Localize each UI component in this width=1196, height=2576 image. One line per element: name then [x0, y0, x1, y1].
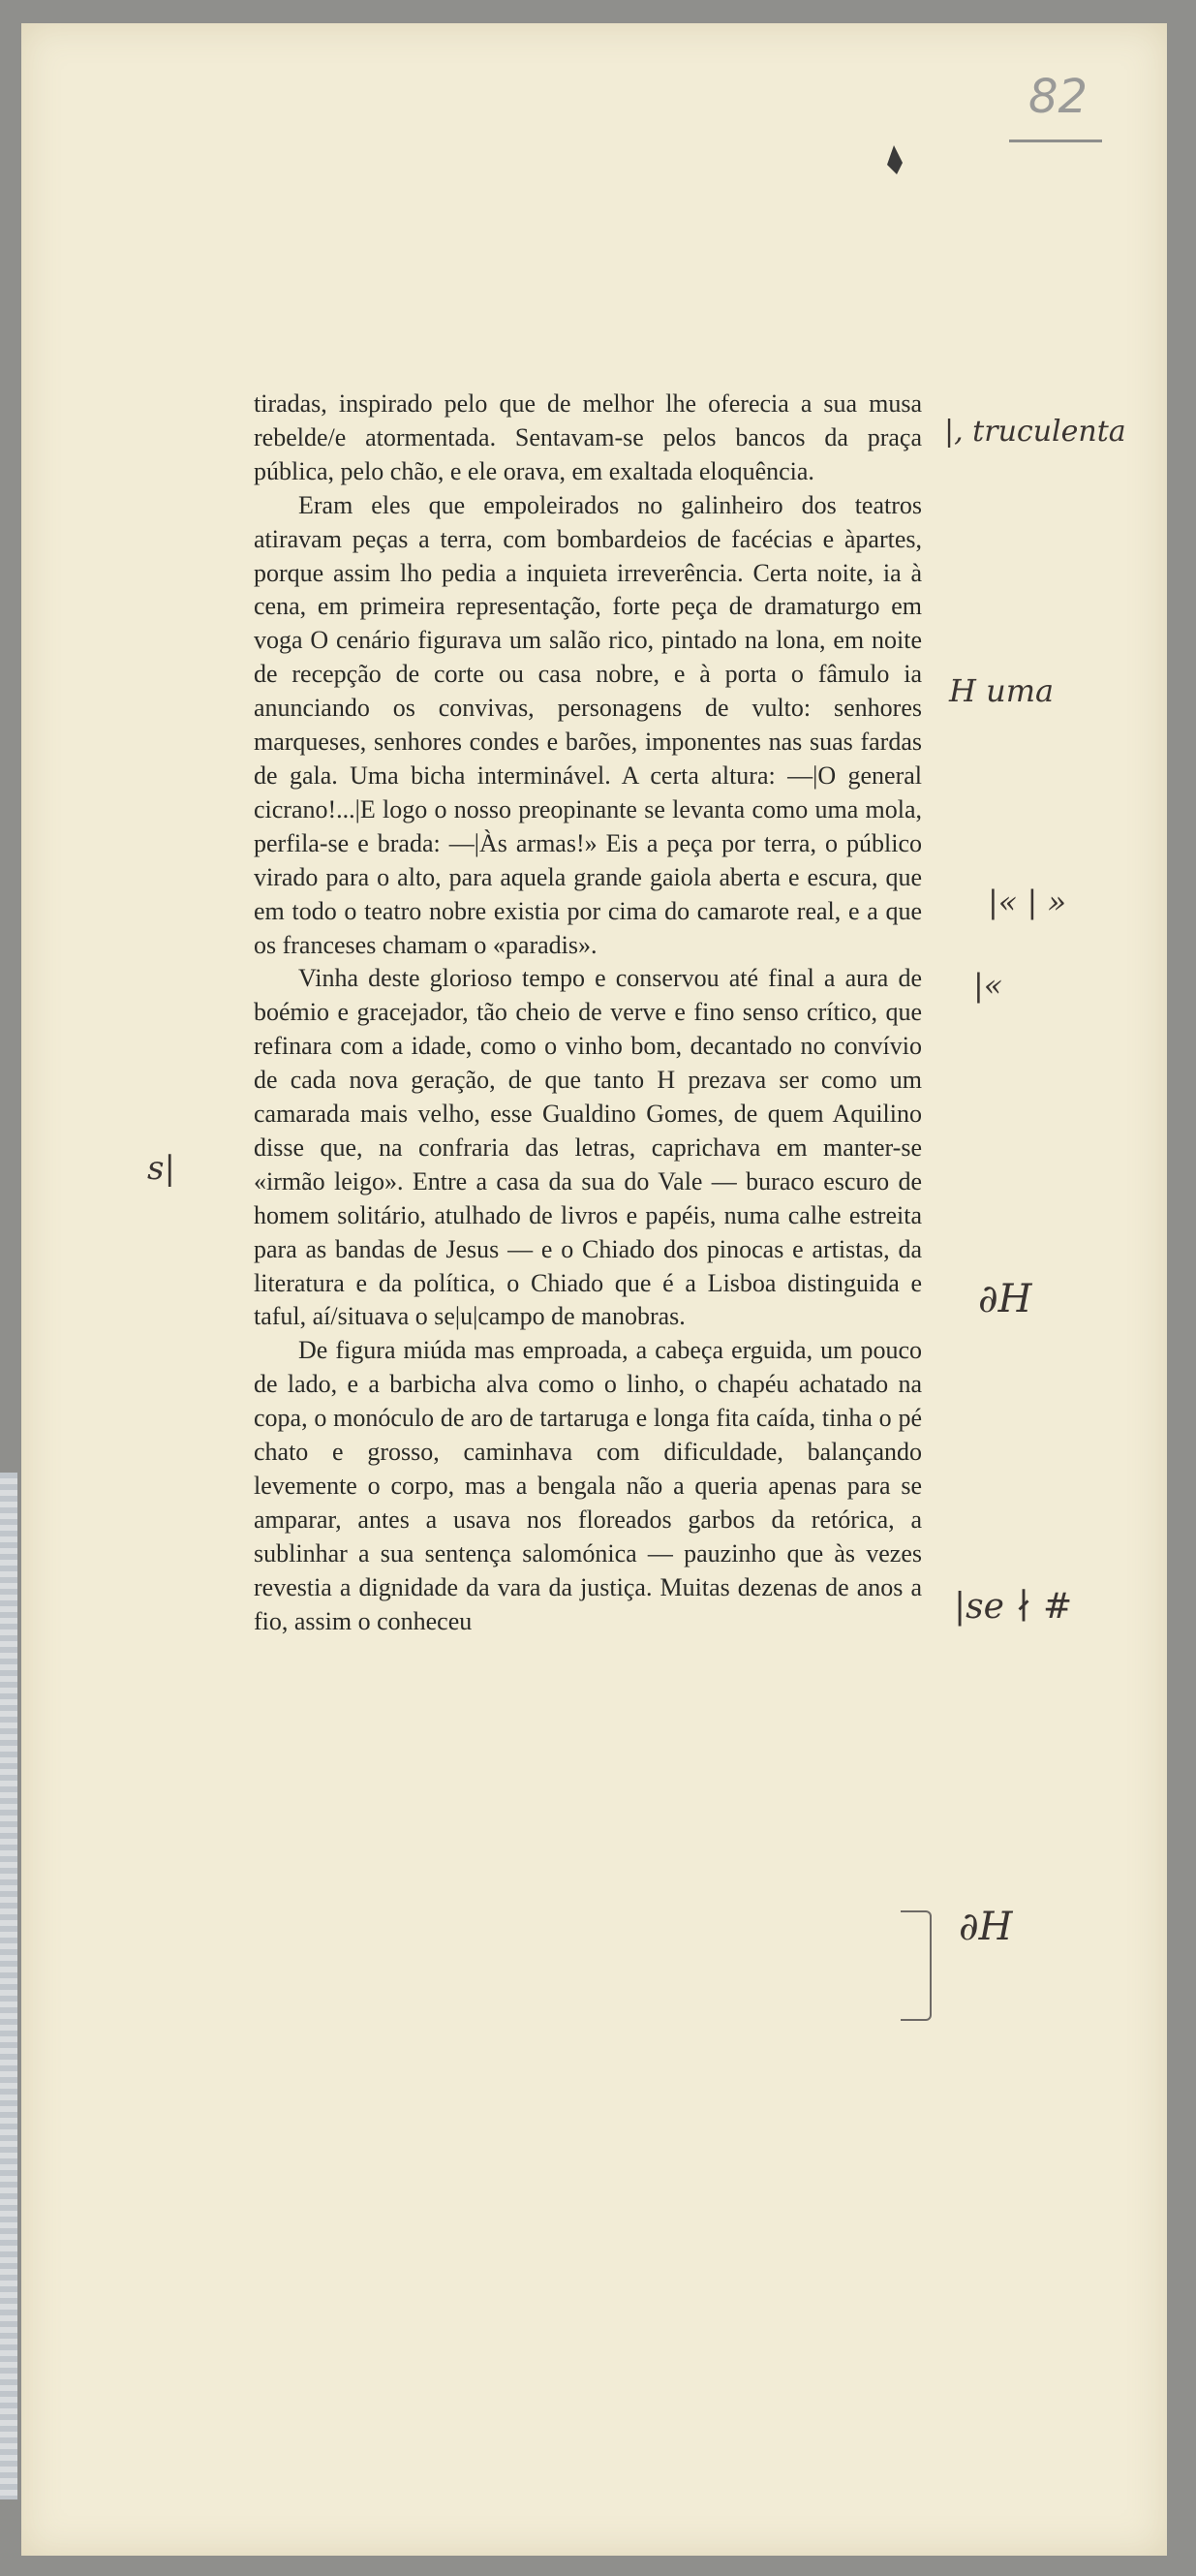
margin-note-delete-2: ∂H [959, 1905, 1013, 1949]
paragraph-1: tiradas, inspirado pelo que de melhor lhe oferecia a sua musa rebelde/e atormentada. Sentavam-se pelos bancos da praça pública, pelo chão, e ele orava, em exaltada eloquência. [254, 389, 922, 485]
paragraph-3: Vinha deste glorioso tempo e conservou até final a aura de boémio e gracejador, tão cheio de verve e fino senso crítico, que refinara com a idade, como o vinho bom, decantado no convívio de cada nova geração, de que tanto H prezava ser como um camarada mais velho, esse Gualdino Gomes, de quem Aquilino disse que, na confraria das letras, caprichava em manter-se «irmão leigo». Entre a casa da sua do Vale — buraco escuro de homem solitário, atulhado de livros e papéis, numa calhe estreita para as bandas de Jesus — e o Chiado dos pinocas e artistas, da literatura e da política, o Chiado que é a Lisboa distinguida e taful, aí/situava o se|u|campo de manobras. [254, 964, 922, 1331]
body-text [254, 388, 922, 1639]
margin-note-delete-1: ∂H [978, 1277, 1032, 1321]
paragraph-4: De figura miúda mas emproada, a cabeça erguida, um pouco de lado, e a barbicha alva como o linho, o chapéu achatado na copa, o monóculo de aro de tartaruga e longa fita caída, tinha o pé chato e grosso, caminhava com dificuldade, balançando levemente o corpo, mas a bengala não a queria apenas para se amparar, antes a usava nos floreados garbos da retórica, a sublinhar a sua sentença salomónica — pauzinho que às vezes revestia a dignidade da vara da justiça. Muitas dezenas de anos a fio, assim o conheceu [254, 1336, 922, 1635]
ink-mark-icon [883, 143, 905, 176]
margin-note-se: |se ∤ # [954, 1587, 1073, 1627]
margin-note-quotes: |« | » [988, 884, 1067, 920]
margin-note-uma: H uma [949, 672, 1055, 709]
scan-edge-strip [0, 1473, 17, 2499]
paragraph-2: Eram eles que empoleirados no galinheiro dos teatros atiravam peças a terra, com bombardeios de facécias e àpartes, porque assim lho pedia a inquieta irreverência. Certa noite, ia à cena, em primeira representação, forte peça de dramaturgo em voga O cenário figurava um salão rico, pintado na lona, em noite de recepção de corte ou casa nobre, e à porta o fâmulo ia anunciando os convivas, personagens de vulto: senhores marqueses, senhores condes e barões, imponentes nas suas fardas de gala. Uma bicha interminável. A certa altura: —|O general cicrano!...|E logo o nosso preopinante se levanta como uma mola, perfila-se e brada: —|Às armas!» Eis a peça por terra, o público virado para o alto, para aquela grande gaiola aberta e escura, que em todo o teatro nobre existia por cima do camarote real, e a que os franceses chamam o «paradis». [254, 490, 922, 959]
margin-note-truculenta: |, truculenta [944, 415, 1126, 449]
margin-note-s: s| [147, 1149, 175, 1188]
margin-bracket [901, 1910, 932, 2021]
page-number-underline [1009, 140, 1102, 142]
page-number: 82 [1028, 70, 1089, 124]
margin-note-open-quote: |« [973, 967, 1003, 1004]
